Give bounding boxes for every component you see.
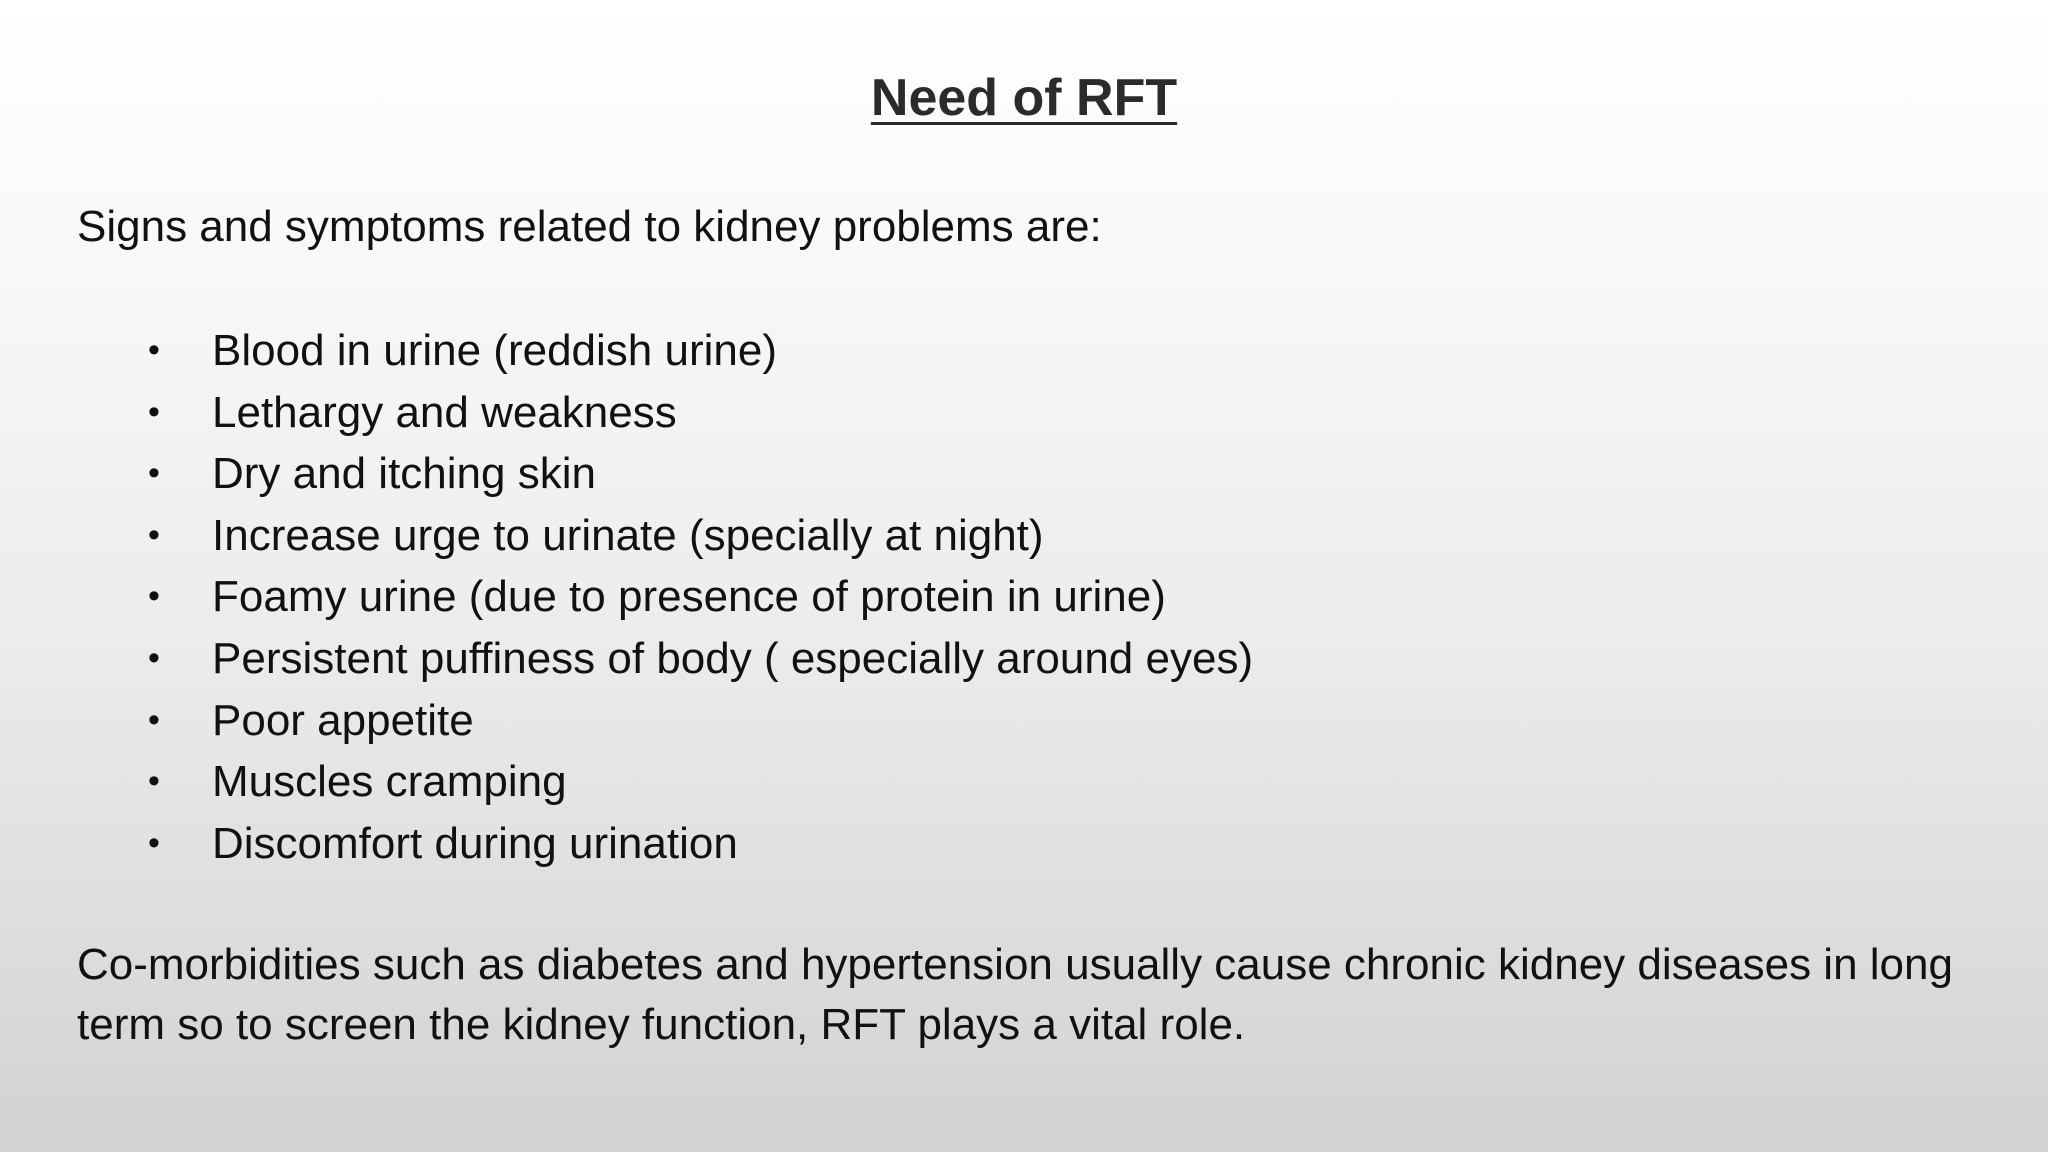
symptom-text: Persistent puffiness of body ( especially around eyes)	[212, 633, 1254, 683]
bullet-icon: •	[148, 638, 160, 677]
closing-paragraph: Co-morbidities such as diabetes and hypertension usually cause chronic kidney diseases in long term so to screen the kidney function, RFT plays a vital role.	[77, 940, 1953, 1049]
symptom-text: Dry and itching skin	[212, 449, 596, 499]
symptom-text: Foamy urine (due to presence of protein in urine)	[212, 572, 1166, 622]
bullet-icon: •	[148, 454, 160, 493]
bullet-icon: •	[148, 700, 160, 739]
symptom-text: Blood in urine (reddish urine)	[212, 326, 777, 375]
symptom-text: Increase urge to urinate (specially at night)	[212, 510, 1044, 560]
bullet-icon: •	[148, 577, 160, 616]
bullet-icon: •	[148, 762, 160, 801]
intro-text: Signs and symptoms related to kidney problems are:	[77, 202, 1102, 251]
symptom-text: Poor appetite	[212, 695, 474, 745]
symptom-text: Muscles cramping	[212, 757, 567, 807]
bullet-icon: •	[148, 392, 160, 431]
bullet-icon: •	[148, 823, 160, 862]
bullet-icon: •	[148, 331, 160, 369]
symptom-text: Lethargy and weakness	[212, 387, 677, 437]
slide-title: Need of RFT	[870, 69, 1178, 127]
bullet-icon: •	[148, 515, 160, 554]
symptom-text: Discomfort during urination	[212, 818, 738, 868]
